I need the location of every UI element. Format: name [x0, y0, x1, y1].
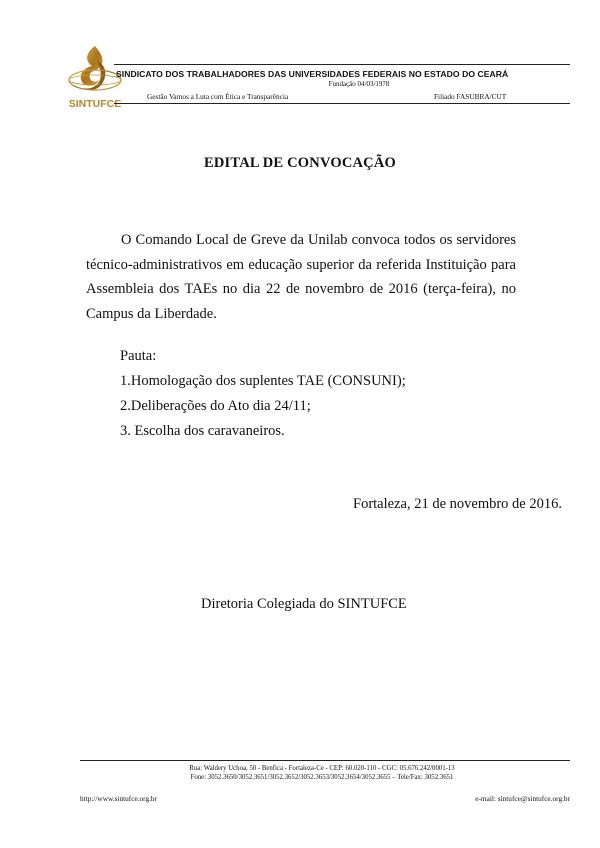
- convocation-paragraph: O Comando Local de Greve da Unilab convoca todos os servidores técnico-administrativos em educação superior da referida Instituição para Assembleia dos TAEs no dia 22 de novembro de 2016 (terça-feira), no Campus da Liberdade.: [86, 232, 516, 322]
- header-rule-top: [114, 64, 570, 65]
- organization-name: SINDICATO DOS TRABALHADORES DAS UNIVERSIDADES FEDERAIS NO ESTADO DO CEARÁ: [116, 69, 509, 79]
- logo-text: SINTUFCE: [68, 98, 122, 110]
- footer-phones: Fone: 3052.3650/3052.3651/3052.3652/3052.3653/3052.3654/3052.3655 – Tele/Fax: 3052.3651: [190, 774, 454, 781]
- place-and-date: Fortaleza, 21 de novembro de 2016.: [353, 496, 562, 512]
- management-motto: Gestão Vamos a Luta com Ética e Transparência: [147, 92, 289, 101]
- document-title: EDITAL DE CONVOCAÇÃO: [204, 155, 396, 171]
- agenda-item: 3. Escolha dos caravaneiros.: [120, 423, 285, 439]
- foundation-date: Fundação 04/03/1978: [328, 80, 390, 88]
- agenda-item: 1.Homologação dos suplentes TAE (CONSUNI);: [120, 373, 406, 389]
- footer-address: Rua: Waldery Uchoa, 50 - Benfica - Fortaleza-Ce - CEP: 60.020-110 - CGC: 05.676.242/0001-13: [189, 765, 455, 772]
- website-link[interactable]: http://www.sintufce.org.br: [80, 794, 158, 803]
- signature: Diretoria Colegiada do SINTUFCE: [201, 596, 407, 612]
- agenda-item: 2.Deliberações do Ato dia 24/11;: [120, 398, 311, 414]
- header-rule-bottom: [114, 103, 570, 104]
- footer-rule: [80, 760, 570, 761]
- agenda-heading: Pauta:: [120, 348, 157, 364]
- affiliation: Filiado FASUBRA/CUT: [434, 92, 507, 101]
- email-link[interactable]: e-mail: sintufce@sintufce.org.br: [475, 794, 570, 803]
